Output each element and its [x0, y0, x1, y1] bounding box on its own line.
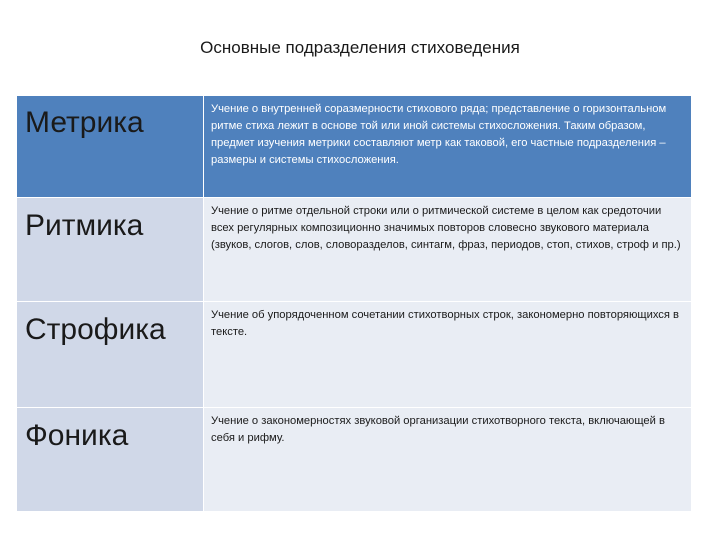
- table-row: [17, 302, 692, 408]
- page-title: Основные подразделения стиховедения: [200, 38, 520, 57]
- term-label: Метрика: [25, 106, 144, 139]
- description-cell: [204, 408, 692, 512]
- term-label: Строфика: [25, 313, 166, 346]
- term-cell: [17, 408, 204, 512]
- term-description: Учение о ритме отдельной строки или о ритмической системе в целом как средоточии всех регулярных композиционно значимых повторов словесно звукового материала (звуков, слогов, слов, словоразделов, синтагм, фраз, периодов, стоп, стихов, строф и пр.): [211, 205, 681, 251]
- description-cell: [204, 302, 692, 408]
- term-label: Фоника: [25, 419, 129, 452]
- subdivisions-table: [16, 95, 692, 512]
- term-description: Учение об упорядоченном сочетании стихотворных строк, закономерно повторяющихся в тексте.: [211, 309, 679, 338]
- term-cell: [17, 302, 204, 408]
- term-description: Учение о внутренней соразмерности стихового ряда; представление о горизонтальном ритме стиха лежит в основе той или иной системы стихосложения. Таким образом, предмет изучения метрики составляют метр как таковой, его частные подразделения – размеры и системы стихосложения.: [211, 103, 667, 166]
- description-cell: [204, 96, 692, 198]
- table-row: [17, 96, 692, 198]
- term-cell: [17, 96, 204, 198]
- term-cell: [17, 198, 204, 302]
- table-row: [17, 408, 692, 512]
- table-row: [17, 198, 692, 302]
- description-cell: [204, 198, 692, 302]
- term-description: Учение о закономерностях звуковой организации стихотворного текста, включающей в себя и рифму.: [211, 415, 665, 444]
- term-label: Ритмика: [25, 209, 144, 242]
